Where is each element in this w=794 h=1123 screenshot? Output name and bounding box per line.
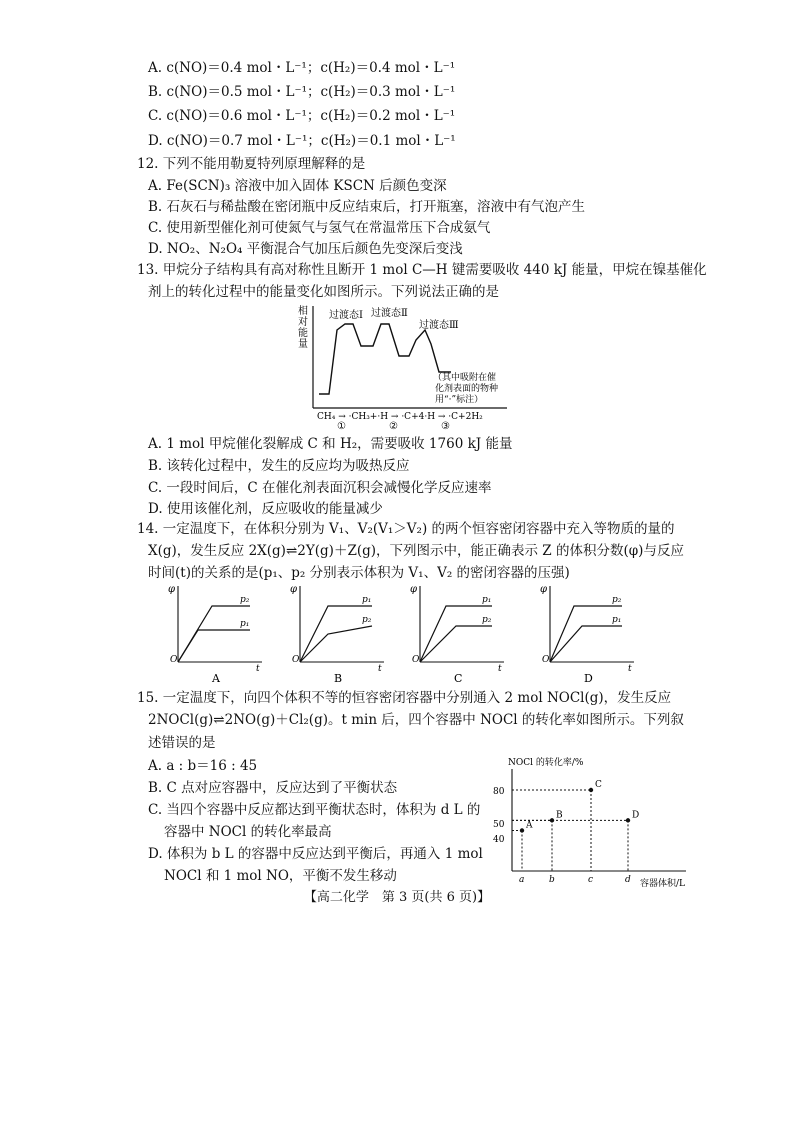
chart-ylabel: NOCl 的转化率/% bbox=[508, 758, 584, 768]
svg-text:t: t bbox=[378, 664, 382, 674]
point-label-c: C bbox=[595, 780, 602, 790]
ytick-50: 50 bbox=[493, 820, 505, 830]
q15-stem-line3: 述错误的是 bbox=[148, 735, 216, 751]
curve-lower bbox=[550, 626, 622, 662]
diagram-ylabel-3: 能 bbox=[298, 328, 308, 339]
svg-text:p₁: p₁ bbox=[482, 595, 492, 605]
step-1: ① bbox=[337, 421, 346, 430]
xtick-a: a bbox=[519, 875, 525, 885]
svg-text:φ: φ bbox=[540, 584, 548, 595]
ytick-80: 80 bbox=[493, 787, 505, 797]
curve-lower bbox=[300, 626, 372, 662]
svg-text:O: O bbox=[542, 655, 550, 665]
svg-text:p₂: p₂ bbox=[482, 615, 492, 625]
point-c bbox=[589, 788, 593, 792]
q11-option-c: C. c(NO)＝0.6 mol・L⁻¹；c(H₂)＝0.2 mol・L⁻¹ bbox=[148, 108, 456, 124]
ts3-label: 过渡态Ⅲ bbox=[419, 320, 459, 331]
point-label-a: A bbox=[526, 820, 533, 831]
curve-upper bbox=[178, 606, 250, 662]
point-label-b: B bbox=[556, 810, 563, 821]
svg-text:t: t bbox=[498, 664, 502, 674]
svg-text:p₂: p₂ bbox=[612, 595, 622, 605]
svg-text:O: O bbox=[170, 655, 178, 665]
svg-text:p₁: p₁ bbox=[612, 615, 622, 625]
q12-option-d: D. NO₂、N₂O₄ 平衡混合气加压后颜色先变深后变浅 bbox=[148, 241, 463, 257]
svg-text:O: O bbox=[292, 655, 300, 665]
q15-option-d-cont: NOCl 和 1 mol NO，平衡不发生移动 bbox=[164, 868, 397, 884]
diagram-ylabel-1: 相 bbox=[298, 306, 308, 317]
xtick-c: c bbox=[588, 875, 594, 885]
q15-option-c-cont: 容器中 NOCl 的转化率最高 bbox=[164, 824, 332, 840]
q11-option-d: D. c(NO)＝0.7 mol・L⁻¹；c(H₂)＝0.1 mol・L⁻¹ bbox=[148, 133, 456, 149]
q13-option-c: C. 一段时间后，C 在催化剂表面沉积会减慢化学反应速率 bbox=[148, 480, 492, 496]
diagram-note-1: （其中吸附在催 bbox=[433, 373, 497, 383]
step-3: ③ bbox=[441, 421, 450, 430]
q13-stem-line1: 13. 甲烷分子结构具有高对称性且断开 1 mol C—H 键需要吸收 440 kJ 能量，甲烷在镍基催化 bbox=[137, 262, 707, 278]
q12-option-b: B. 石灰石与稀盐酸在密闭瓶中反应结束后，打开瓶塞，溶液中有气泡产生 bbox=[148, 199, 586, 215]
q14-stem-line3: 时间(t)的关系的是(p₁、p₂ 分别表示体积为 V₁、V₂ 的密闭容器的压强) bbox=[148, 565, 570, 581]
curve-lower bbox=[178, 630, 250, 662]
diagram-xaxis-label: CH₄ → ·CH₃+·H → ·C+4·H → ·C+2H₂ bbox=[317, 412, 483, 422]
graph-letter: B bbox=[334, 672, 343, 685]
q15-option-d: D. 体积为 b L 的容器中反应达到平衡后，再通入 1 mol bbox=[148, 846, 483, 862]
svg-text:p₁: p₁ bbox=[240, 619, 250, 629]
q14-graph-a bbox=[168, 582, 268, 686]
q15-option-a: A. a : b＝16 : 45 bbox=[148, 758, 258, 774]
svg-text:p₂: p₂ bbox=[240, 595, 250, 605]
q15-option-c: C. 当四个容器中反应都达到平衡状态时，体积为 d L 的 bbox=[148, 802, 481, 818]
graph-letter: C bbox=[454, 672, 463, 685]
q13-option-b: B. 该转化过程中，发生的反应均为吸热反应 bbox=[148, 458, 410, 474]
diagram-ylabel-2: 对 bbox=[298, 317, 308, 328]
point-label-d: D bbox=[632, 810, 640, 821]
graph-letter: D bbox=[584, 672, 593, 685]
graph-letter: A bbox=[212, 672, 220, 685]
svg-text:O: O bbox=[412, 655, 420, 665]
q13-energy-diagram bbox=[295, 300, 510, 430]
q14-graph-b bbox=[290, 582, 390, 686]
svg-text:t: t bbox=[256, 664, 260, 674]
q13-option-a: A. 1 mol 甲烷催化裂解成 C 和 H₂，需要吸收 1760 kJ 能量 bbox=[148, 436, 513, 452]
point-d bbox=[626, 818, 630, 822]
q14-stem-line2: X(g)，发生反应 2X(g)⇌2Y(g)＋Z(g)，下列图示中，能正确表示 Z 的体积分数(φ)与反应 bbox=[148, 543, 684, 559]
q15-option-b: B. C 点对应容器中，反应达到了平衡状态 bbox=[148, 780, 398, 796]
q15-stem-line1: 15. 一定温度下，向四个体积不等的恒容密闭容器中分别通入 2 mol NOCl(g)，发生反应 bbox=[137, 690, 672, 706]
svg-text:p₂: p₂ bbox=[362, 615, 372, 625]
diagram-ylabel-4: 量 bbox=[298, 339, 308, 350]
q15-stem-line2: 2NOCl(g)⇌2NO(g)＋Cl₂(g)。t min 后，四个容器中 NOCl 的转化率如图所示。下列叙 bbox=[148, 712, 684, 728]
q12-stem: 12. 下列不能用勒夏特列原理解释的是 bbox=[137, 156, 366, 172]
svg-text:p₁: p₁ bbox=[362, 595, 372, 605]
q14-graph-c bbox=[410, 582, 510, 686]
xtick-b: b bbox=[549, 875, 555, 885]
chart-xlabel: 容器体积/L bbox=[640, 879, 686, 889]
q12-option-a: A. Fe(SCN)₃ 溶液中加入固体 KSCN 后颜色变深 bbox=[148, 178, 447, 194]
q11-option-a: A. c(NO)＝0.4 mol・L⁻¹；c(H₂)＝0.4 mol・L⁻¹ bbox=[148, 60, 456, 76]
curve-lower bbox=[420, 626, 492, 662]
page-footer: 【高二化学 第 3 页(共 6 页)】 bbox=[303, 890, 491, 905]
diagram-note-3: 用“·”标注） bbox=[435, 395, 484, 405]
q14-graph-d bbox=[540, 582, 640, 686]
q14-stem-line1: 14. 一定温度下，在体积分别为 V₁、V₂(V₁＞V₂) 的两个恒容密闭容器中充入等物质的量的 bbox=[137, 521, 675, 537]
svg-text:φ: φ bbox=[168, 584, 176, 595]
ts2-label: 过渡态Ⅱ bbox=[371, 308, 408, 319]
ytick-40: 40 bbox=[493, 835, 505, 845]
q13-stem-line2: 剂上的转化过程中的能量变化如图所示。下列说法正确的是 bbox=[148, 284, 499, 300]
diagram-note-2: 化剂表面的物种 bbox=[435, 384, 499, 394]
q12-option-c: C. 使用新型催化剂可使氮气与氢气在常温常压下合成氨气 bbox=[148, 220, 491, 236]
svg-text:φ: φ bbox=[290, 584, 298, 595]
energy-profile bbox=[319, 324, 451, 394]
q15-conversion-chart bbox=[488, 755, 702, 890]
svg-text:φ: φ bbox=[410, 584, 418, 595]
ts1-label: 过渡态Ⅰ bbox=[329, 310, 363, 321]
svg-text:t: t bbox=[628, 664, 632, 674]
step-2: ② bbox=[389, 421, 398, 430]
point-a bbox=[520, 828, 524, 832]
q11-option-b: B. c(NO)＝0.5 mol・L⁻¹；c(H₂)＝0.3 mol・L⁻¹ bbox=[148, 84, 456, 100]
q13-option-d: D. 使用该催化剂，反应吸收的能量减少 bbox=[148, 501, 383, 517]
xtick-d: d bbox=[625, 875, 631, 885]
